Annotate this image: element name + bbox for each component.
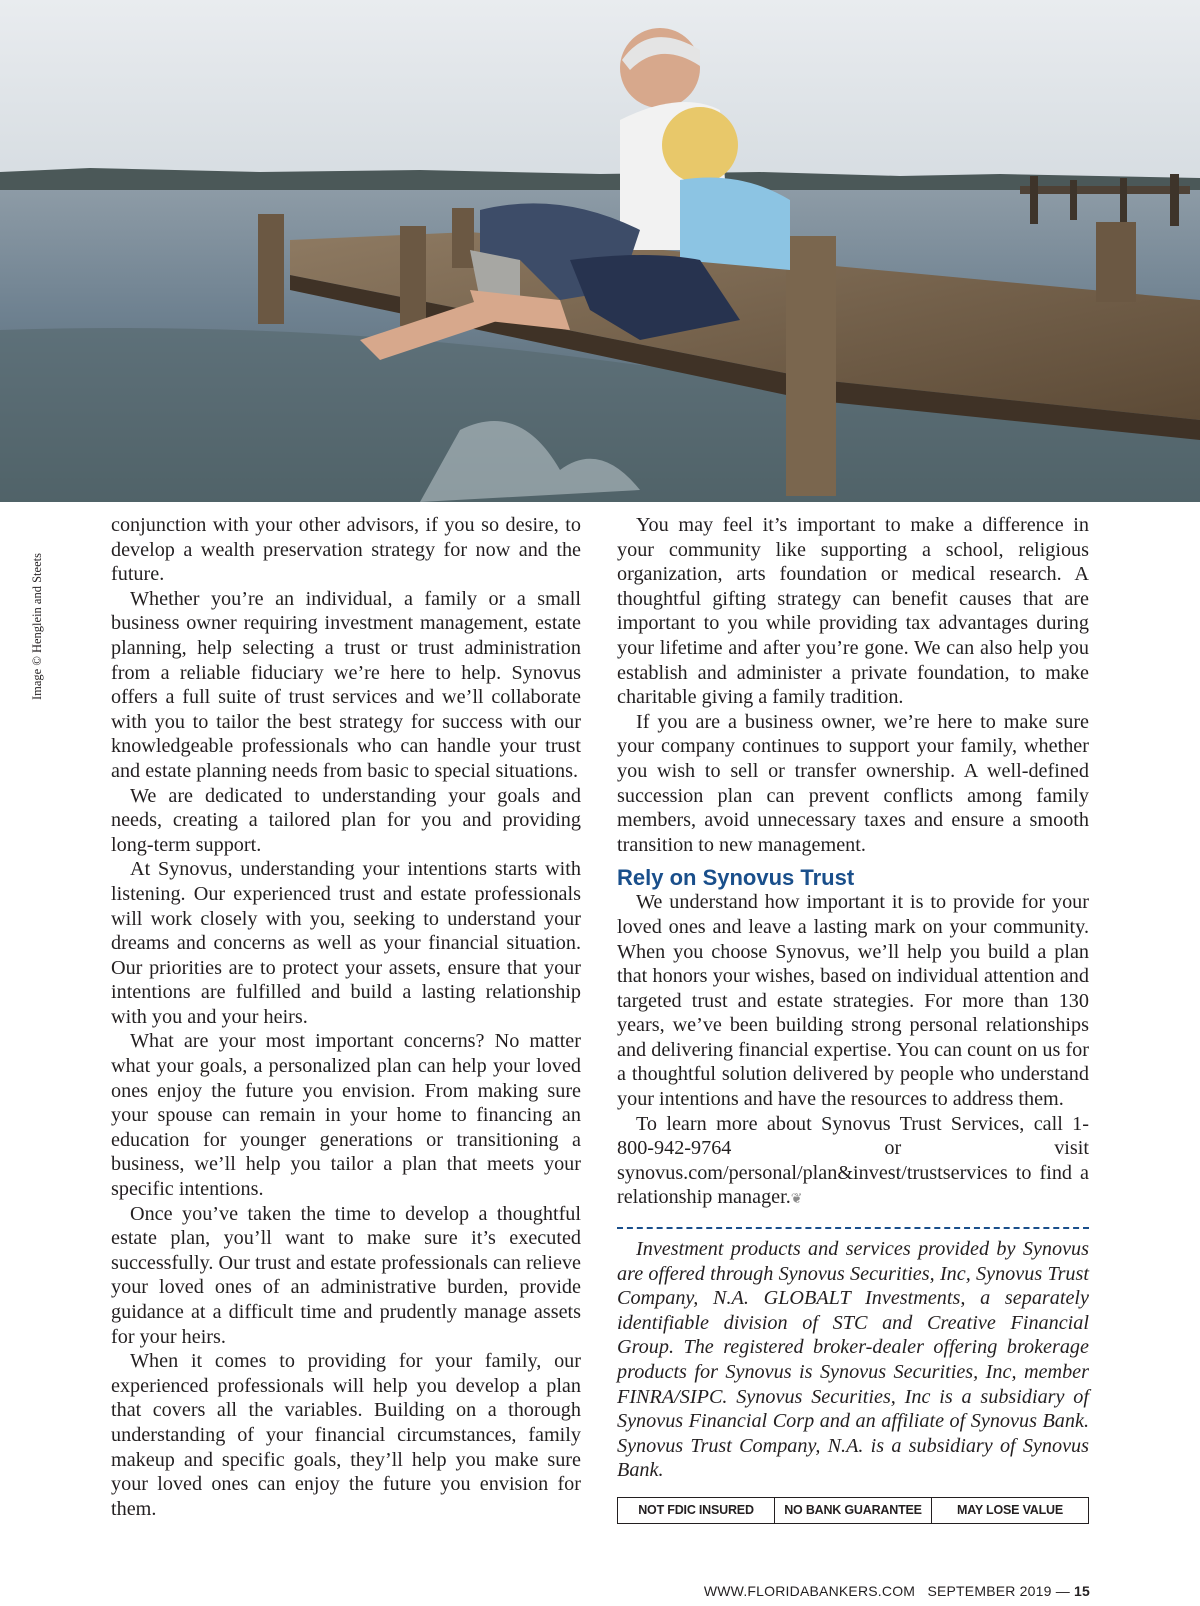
investment-disclosure-badges bbox=[617, 1497, 1089, 1524]
dashed-divider bbox=[617, 1227, 1089, 1229]
section-heading: Rely on Synovus Trust bbox=[617, 865, 855, 891]
contact-text: To learn more about Synovus Trust Services, call 1-800-942-9764 or visit synovus.com/personal/plan&invest/trustservices to find a relationship manager. bbox=[617, 1112, 1089, 1209]
photo-grandfather-child-dock-icon bbox=[0, 0, 1200, 502]
footer-issue: SEPTEMBER 2019 — bbox=[927, 1583, 1070, 1599]
image-credit: Image © Henglein and Steets bbox=[30, 553, 44, 700]
body-paragraph: If you are a business owner, we’re here to make sure your company continues to support your family, whether you wish to sell or transfer ownership. A well-defined succession plan can prevent conflicts among family members, avoid unnecessary taxes and ensure a smooth transition to new management. bbox=[617, 710, 1089, 856]
body-paragraph: Once you’ve taken the time to develop a thoughtful estate plan, you’ll want to make sure it’s executed successfully. Our trust and estate professionals can relieve your loved ones of an administrative burden, provide guidance at a difficult time and prudently manage assets for your heirs. bbox=[111, 1202, 581, 1348]
body-paragraph: Whether you’re an individual, a family or a small business owner requiring investment management, estate planning, help selecting a trust or trust administration from a reliable fiduciary we’re here to help. Synovus offers a full suite of trust services and we’ll collaborate with you to tailor the best strategy for success with our knowledgeable professionals who can handle your trust and estate planning needs from basic to special situations. bbox=[111, 587, 581, 782]
page-footer bbox=[704, 1583, 1090, 1599]
body-paragraph bbox=[617, 1112, 1089, 1213]
body-paragraph: When it comes to providing for your family, our experienced professionals will help you develop a plan that covers all the variables. Building on a thorough understanding of your financial circumstances, family makeup and specific goals, they’ll help you make sure your loved ones can enjoy the future you envision for them. bbox=[111, 1350, 581, 1520]
disclaimer-text: Investment products and services provided by Synovus are offered through Synovus Securities, Inc, Synovus Trust Company, N.A. GLOBALT Investments, a separately identifiable division of STC and Creative Financial Group. The registered broker-dealer offering brokerage products for Synovus is Synovus Securities, Inc, member FINRA/SIPC. Synovus Securities, Inc is a subsidiary of Synovus Financial Corp and an affiliate of Synovus Bank. Synovus Trust Company, N.A. is a subsidiary of Synovus Bank. bbox=[617, 1238, 1089, 1482]
disclaimer bbox=[617, 1237, 1089, 1483]
badge-no-bank-guarantee: NO BANK GUARANTEE bbox=[774, 1498, 931, 1523]
badge-may-lose-value: MAY LOSE VALUE bbox=[931, 1498, 1088, 1523]
left-column bbox=[111, 513, 581, 1521]
page-number: 15 bbox=[1074, 1583, 1090, 1599]
body-paragraph: We understand how important it is to provide for your loved ones and leave a lasting mark on your community. When you choose Synovus, we’ll help you build a plan that honors your wishes, based on individual attention and targeted trust and estate strategies. For more than 130 years, we’ve been building strong personal relationships and delivering financial expertise. You can count on us for a thoughtful solution delivered by people who understand your intentions and have the resources to address them. bbox=[617, 891, 1089, 1111]
body-paragraph: You may feel it’s important to make a difference in your community like supporting a school, religious organization, arts foundation or medical research. A thoughtful gifting strategy can benefit causes that are important to you while providing tax advantages during your lifetime and after you’re gone. We can also help you establish and administer a private foundation, to make charitable giving a family tradition. bbox=[617, 514, 1089, 709]
body-paragraph: At Synovus, understanding your intentions starts with listening. Our experienced trust and estate professionals will work closely with you, seeking to understand your dreams and concerns as well as your financial situation. Our priorities are to protect your assets, ensure that your intentions are fulfilled and build a lasting relationship with you and your heirs. bbox=[111, 858, 581, 1028]
badge-not-fdic-insured: NOT FDIC INSURED bbox=[638, 1503, 754, 1518]
body-paragraph: We are dedicated to understanding your goals and needs, creating a tailored plan for you and providing long-term support. bbox=[111, 784, 581, 856]
right-column bbox=[617, 513, 1089, 1524]
header-photo bbox=[0, 0, 1200, 502]
body-paragraph: conjunction with your other advisors, if you so desire, to develop a wealth preservation strategy for now and the future. bbox=[111, 514, 581, 586]
footer-site: WWW.FLORIDABANKERS.COM bbox=[703, 1583, 916, 1599]
end-mark-icon: ❦ bbox=[790, 1192, 803, 1208]
body-paragraph: What are your most important concerns? No matter what your goals, a personalized plan can help your loved ones enjoy the future you envision. From making sure your spouse can remain in your home to financing an education for younger generations or transitioning a business, we’ll help you tailor a plan that meets your specific intentions. bbox=[111, 1030, 581, 1201]
